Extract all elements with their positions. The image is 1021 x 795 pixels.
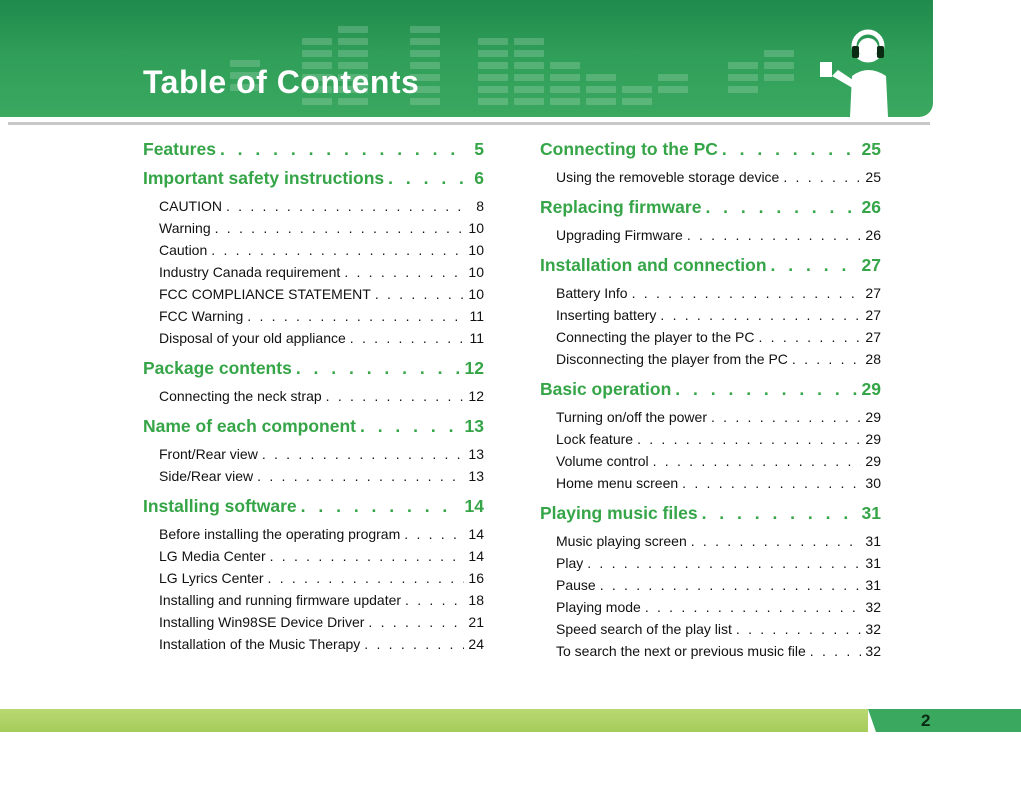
toc-entry-page: 25 [865, 169, 881, 185]
toc-entry-title: To search the next or previous music file [556, 643, 806, 659]
dot-leader [388, 165, 464, 192]
toc-entry-title: Turning on/off the power [556, 409, 707, 425]
toc-section-title: Connecting to the PC [540, 139, 718, 159]
toc-section-heading[interactable] [143, 165, 484, 192]
toc-entry[interactable] [540, 618, 881, 640]
toc-entry[interactable] [143, 305, 484, 327]
toc-section-title: Features [143, 139, 216, 159]
toc-entry-title: LG Media Center [159, 548, 266, 564]
dot-leader [270, 545, 464, 567]
toc-entry-title: Music playing screen [556, 533, 687, 549]
dot-leader [364, 633, 464, 655]
toc-section-page: 31 [861, 503, 881, 523]
toc-entry[interactable] [540, 304, 881, 326]
toc-entry-title: Disposal of your old appliance [159, 330, 346, 346]
toc-entry-title: Pause [556, 577, 596, 593]
toc-entry-page: 11 [469, 330, 484, 346]
toc-entry-title: CAUTION [159, 198, 222, 214]
toc-entry-page: 11 [469, 308, 484, 324]
toc-entry[interactable] [143, 567, 484, 589]
toc-entry-page: 32 [865, 643, 881, 659]
dot-leader [645, 596, 861, 618]
dot-leader [360, 413, 461, 440]
toc-entry-page: 32 [865, 599, 881, 615]
toc-entry-title: Volume control [556, 453, 649, 469]
toc-section-page: 27 [861, 255, 881, 275]
toc-section [540, 136, 881, 188]
toc-entry[interactable] [143, 217, 484, 239]
toc-entry-title: Warning [159, 220, 211, 236]
toc-section-heading[interactable] [143, 136, 484, 163]
dot-leader [404, 523, 464, 545]
toc-entry-title: Battery Info [556, 285, 628, 301]
toc-entry-title: Installing and running firmware updater [159, 592, 402, 608]
toc-entry-title: FCC Warning [159, 308, 244, 324]
toc-entry-list [143, 523, 484, 655]
toc-entry[interactable] [540, 406, 881, 428]
toc-section-page: 14 [464, 496, 484, 516]
toc-section-title: Package contents [143, 358, 292, 378]
toc-entry-list [540, 166, 881, 188]
toc-section-title: Name of each component [143, 416, 356, 436]
toc-section-title: Installation and connection [540, 255, 767, 275]
toc-entry[interactable] [540, 640, 881, 662]
toc-entry-title: Playing mode [556, 599, 641, 615]
toc-entry-page: 14 [468, 548, 484, 564]
dot-leader [783, 166, 861, 188]
toc-section [143, 165, 484, 349]
toc-entry-page: 13 [468, 468, 484, 484]
dot-leader [705, 194, 857, 221]
toc-section [143, 413, 484, 487]
toc-entry-title: Front/Rear view [159, 446, 258, 462]
dot-leader [368, 611, 464, 633]
toc-right-column [540, 136, 881, 668]
toc-entry[interactable] [540, 348, 881, 370]
toc-entry[interactable] [143, 261, 484, 283]
toc-entry-page: 26 [865, 227, 881, 243]
toc-entry[interactable] [540, 450, 881, 472]
toc-entry[interactable] [540, 224, 881, 246]
footer-bar [0, 709, 868, 732]
toc-entry-page: 14 [468, 526, 484, 542]
dot-leader [637, 428, 861, 450]
toc-entry[interactable] [143, 327, 484, 349]
toc-entry-page: 10 [468, 286, 484, 302]
toc-section-title: Installing software [143, 496, 297, 516]
toc-section-heading[interactable] [540, 194, 881, 221]
dot-leader [758, 326, 861, 348]
toc-entry-page: 27 [865, 285, 881, 301]
toc-entry[interactable] [143, 589, 484, 611]
toc-section-page: 13 [464, 416, 484, 436]
toc-section-title: Important safety instructions [143, 168, 385, 188]
dot-leader [675, 376, 857, 403]
dot-leader [296, 355, 461, 382]
toc-entry-page: 24 [468, 636, 484, 652]
toc-entry-title: Upgrading Firmware [556, 227, 683, 243]
toc-entry-list [143, 443, 484, 487]
dot-leader [736, 618, 861, 640]
toc-entry-page: 32 [865, 621, 881, 637]
toc-entry-list [540, 224, 881, 246]
toc-entry-page: 29 [865, 431, 881, 447]
toc-section-heading[interactable] [540, 500, 881, 527]
toc-section-page: 26 [861, 197, 881, 217]
dot-leader [247, 305, 464, 327]
page-number: 2 [921, 711, 931, 730]
toc-entry-title: Installing Win98SE Device Driver [159, 614, 365, 630]
dot-leader [301, 493, 461, 520]
toc-entry-page: 27 [865, 329, 881, 345]
dot-leader [702, 500, 858, 527]
dot-leader [326, 385, 464, 407]
dot-leader [257, 465, 464, 487]
header-banner [0, 0, 933, 117]
toc-entry-title: Play [556, 555, 584, 571]
toc-section-page: 6 [474, 168, 484, 188]
toc-entry[interactable] [540, 574, 881, 596]
dot-leader [711, 406, 861, 428]
toc-entry-page: 31 [865, 577, 881, 593]
toc-section-page: 12 [464, 358, 484, 378]
toc-entry[interactable] [540, 472, 881, 494]
dot-leader [660, 304, 861, 326]
toc-entry[interactable] [143, 465, 484, 487]
dot-leader [632, 282, 861, 304]
toc-entry[interactable] [143, 443, 484, 465]
toc-entry-title: Lock feature [556, 431, 634, 447]
toc-section-heading[interactable] [540, 252, 881, 279]
toc-entry-title: Home menu screen [556, 475, 679, 491]
toc-entry-page: 29 [865, 453, 881, 469]
dot-leader [691, 530, 861, 552]
toc-entry-title: Using the removeble storage device [556, 169, 780, 185]
toc-entry-title: Caution [159, 242, 208, 258]
toc-entry-list [540, 282, 881, 370]
toc-entry-page: 31 [865, 533, 881, 549]
toc-section-page: 29 [861, 379, 881, 399]
dot-leader [587, 552, 861, 574]
toc-entry-title: Industry Canada requirement [159, 264, 341, 280]
dot-leader [653, 450, 861, 472]
toc-entry-list [540, 406, 881, 494]
toc-entry[interactable] [143, 611, 484, 633]
toc-entry[interactable] [540, 428, 881, 450]
toc-entry-page: 18 [468, 592, 484, 608]
toc-entry[interactable] [143, 283, 484, 305]
toc-section-page: 5 [474, 139, 484, 159]
footer-page-tab [868, 709, 1021, 732]
header-divider [8, 122, 930, 125]
toc-entry[interactable] [540, 282, 881, 304]
toc-entry[interactable] [540, 596, 881, 618]
toc-entry-title: Connecting the player to the PC [556, 329, 755, 345]
toc-entry-title: FCC COMPLIANCE STATEMENT [159, 286, 371, 302]
toc-entry-list [143, 195, 484, 349]
equalizer-pattern [0, 0, 933, 117]
toc-section-heading[interactable] [143, 413, 484, 440]
toc-entry-page: 29 [865, 409, 881, 425]
toc-entry-title: Side/Rear view [159, 468, 254, 484]
toc-entry-page: 21 [468, 614, 484, 630]
toc-entry[interactable] [143, 239, 484, 261]
toc-entry[interactable] [143, 385, 484, 407]
toc-entry-page: 27 [865, 307, 881, 323]
dot-leader [792, 348, 861, 370]
toc-entry-page: 8 [476, 198, 484, 214]
toc-entry[interactable] [143, 633, 484, 655]
dot-leader [375, 283, 464, 305]
toc-entry[interactable] [143, 545, 484, 567]
toc-entry-page: 10 [468, 220, 484, 236]
toc-section-page: 25 [861, 139, 881, 159]
toc-entry-title: Installation of the Music Therapy [159, 636, 361, 652]
toc-entry-page: 31 [865, 555, 881, 571]
toc-section-heading[interactable] [143, 355, 484, 382]
dot-leader [771, 252, 858, 279]
toc-entry-page: 10 [468, 242, 484, 258]
page-title: Table of Contents [143, 64, 420, 100]
dot-leader [226, 195, 464, 217]
headphone-person-icon [808, 22, 918, 117]
toc-section [540, 500, 881, 662]
toc-entry[interactable] [540, 552, 881, 574]
toc-entry-page: 13 [468, 446, 484, 462]
dot-leader [268, 567, 464, 589]
toc-section-heading[interactable] [143, 493, 484, 520]
toc-section-heading[interactable] [540, 376, 881, 403]
toc-entry-list [143, 385, 484, 407]
toc-section [143, 493, 484, 655]
dot-leader [350, 327, 464, 349]
toc-entry[interactable] [540, 530, 881, 552]
toc-left-column [143, 136, 484, 661]
toc-entry-title: LG Lyrics Center [159, 570, 264, 586]
toc-section [540, 376, 881, 494]
dot-leader [220, 136, 464, 163]
toc-entry-title: Connecting the neck strap [159, 388, 322, 404]
dot-leader [810, 640, 861, 662]
toc-section [143, 136, 484, 163]
dot-leader [600, 574, 861, 596]
toc-entry[interactable] [540, 166, 881, 188]
toc-entry-page: 16 [468, 570, 484, 586]
toc-section-title: Replacing firmware [540, 197, 702, 217]
toc-entry-list [540, 530, 881, 662]
dot-leader [344, 261, 464, 283]
toc-entry-title: Disconnecting the player from the PC [556, 351, 788, 367]
toc-section [540, 252, 881, 370]
dot-leader [722, 136, 858, 163]
toc-entry-title: Inserting battery [556, 307, 657, 323]
toc-entry-title: Speed search of the play list [556, 621, 732, 637]
toc-entry-title: Before installing the operating program [159, 526, 401, 542]
toc-entry[interactable] [143, 195, 484, 217]
toc-section-title: Basic operation [540, 379, 672, 399]
dot-leader [215, 217, 464, 239]
toc-entry-page: 30 [865, 475, 881, 491]
toc-section [143, 355, 484, 407]
dot-leader [687, 224, 861, 246]
toc-section-heading[interactable] [540, 136, 881, 163]
toc-entry[interactable] [540, 326, 881, 348]
toc-entry-page: 28 [865, 351, 881, 367]
dot-leader [682, 472, 861, 494]
dot-leader [262, 443, 464, 465]
toc-section [540, 194, 881, 246]
toc-entry[interactable] [143, 523, 484, 545]
toc-entry-page: 12 [468, 388, 484, 404]
dot-leader [405, 589, 464, 611]
toc-section-title: Playing music files [540, 503, 698, 523]
dot-leader [211, 239, 464, 261]
toc-entry-page: 10 [468, 264, 484, 280]
